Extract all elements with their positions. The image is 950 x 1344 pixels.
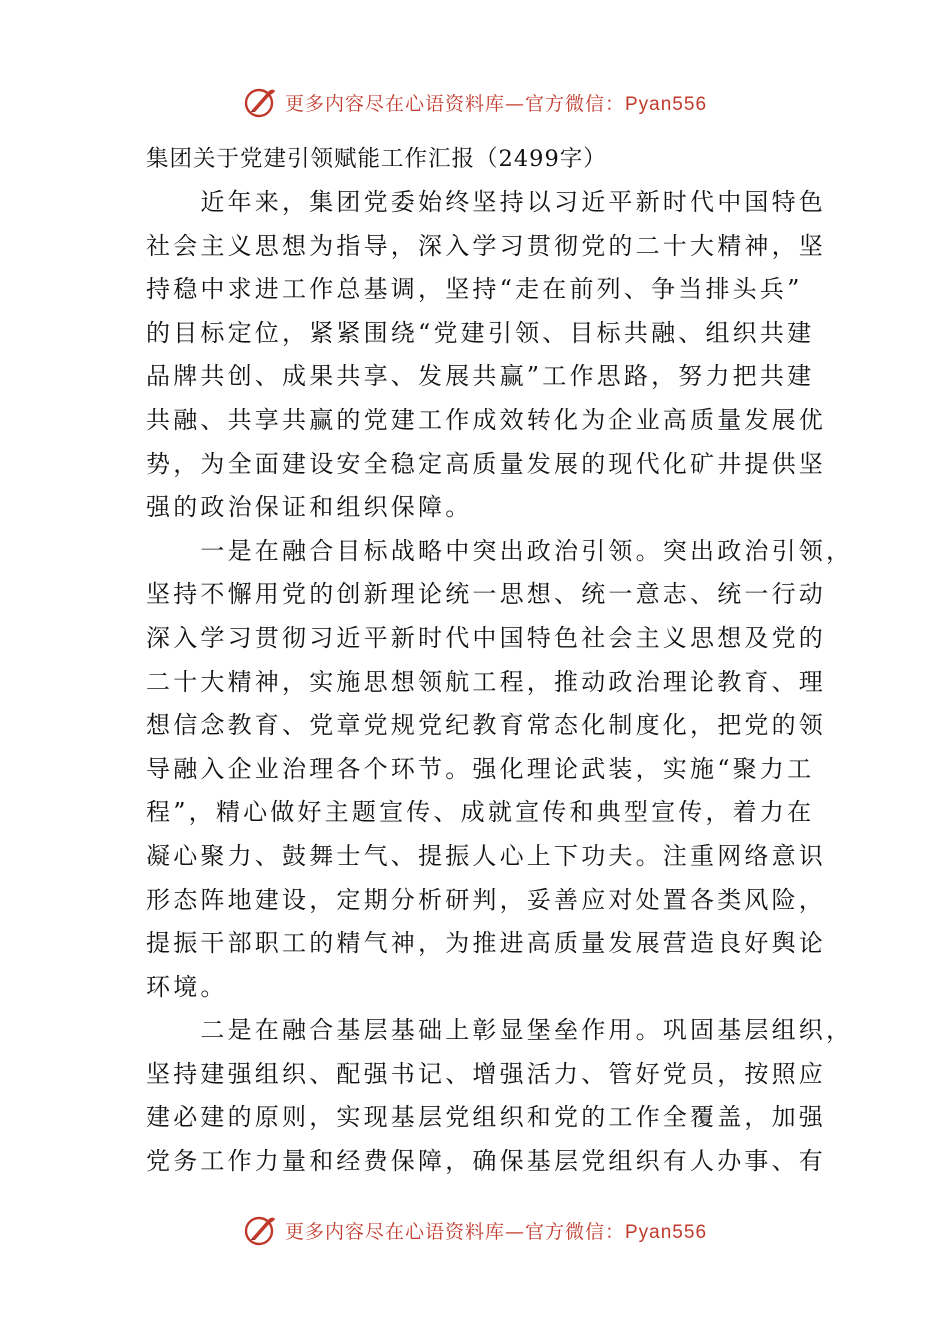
text-line: 凝心聚力、鼓舞士气、提振人心上下功夫。注重网络意识 [146, 841, 826, 870]
text-line: 共融、共享共赢的党建工作成效转化为企业高质量发展优 [146, 405, 826, 434]
watermark-banner-top [0, 82, 950, 122]
text-line: 强的政治保证和组织保障。 [146, 493, 473, 522]
text-line: 的目标定位，紧紧围绕“党建引领、目标共融、组织共建 [146, 318, 815, 347]
text-line: 环境。 [146, 972, 228, 1001]
paragraph-intro [146, 181, 826, 530]
text-line: 坚持不懈用党的创新理论统一思想、统一意志、统一行动 [146, 580, 826, 609]
text-line: 势，为全面建设安全稳定高质量发展的现代化矿井提供坚 [146, 449, 826, 478]
text-line: 品牌共创、成果共享、发展共赢”工作思路，努力把共建 [146, 362, 815, 391]
text-line: 近年来，集团党委始终坚持以习近平新时代中国特色 [146, 188, 826, 216]
text-line: 二十大精神，实施思想领航工程，推动政治理论教育、理 [146, 667, 826, 696]
text-line: 一是在融合目标战略中突出政治引领。突出政治引领， [146, 536, 854, 565]
text-line: 程”，精心做好主题宣传、成就宣传和典型宣传，着力在 [146, 798, 815, 827]
document-body [146, 137, 854, 1184]
text-line: 党务工作力量和经费保障，确保基层党组织有人办事、有 [146, 1147, 826, 1176]
text-line: 想信念教育、党章党规党纪教育常态化制度化，把党的领 [146, 711, 826, 740]
quill-logo-icon [243, 85, 277, 119]
text-line: 形态阵地建设，定期分析研判，妥善应对处置各类风险， [146, 885, 826, 914]
text-line: 持稳中求进工作总基调，坚持“走在前列、争当排头兵” [146, 275, 803, 304]
text-line: 深入学习贯彻习近平新时代中国特色社会主义思想及党的 [146, 623, 826, 652]
text-line: 导融入企业治理各个环节。强化理论武装，实施“聚力工 [146, 754, 815, 783]
paragraph-political-leadership [146, 530, 854, 1010]
paragraph-grassroots-fortress [146, 1009, 854, 1183]
text-line: 社会主义思想为指导，深入学习贯彻党的二十大精神，坚 [146, 231, 826, 260]
quill-logo-icon [243, 1213, 277, 1247]
text-line: 二是在融合基层基础上彰显堡垒作用。巩固基层组织， [146, 1016, 854, 1045]
text-line: 建必建的原则，实现基层党组织和党的工作全覆盖，加强 [146, 1103, 826, 1132]
watermark-text: 更多内容尽在心语资料库—官方微信：Pyan556 [284, 92, 708, 115]
text-line: 坚持建强组织、配强书记、增强活力、管好党员，按照应 [146, 1059, 826, 1088]
document-title: 集团关于党建引领赋能工作汇报（2499字） [146, 146, 607, 172]
watermark-banner-bottom [0, 1210, 950, 1250]
text-line: 提振干部职工的精气神，为推进高质量发展营造良好舆论 [146, 929, 826, 958]
watermark-text: 更多内容尽在心语资料库—官方微信：Pyan556 [284, 1220, 708, 1243]
